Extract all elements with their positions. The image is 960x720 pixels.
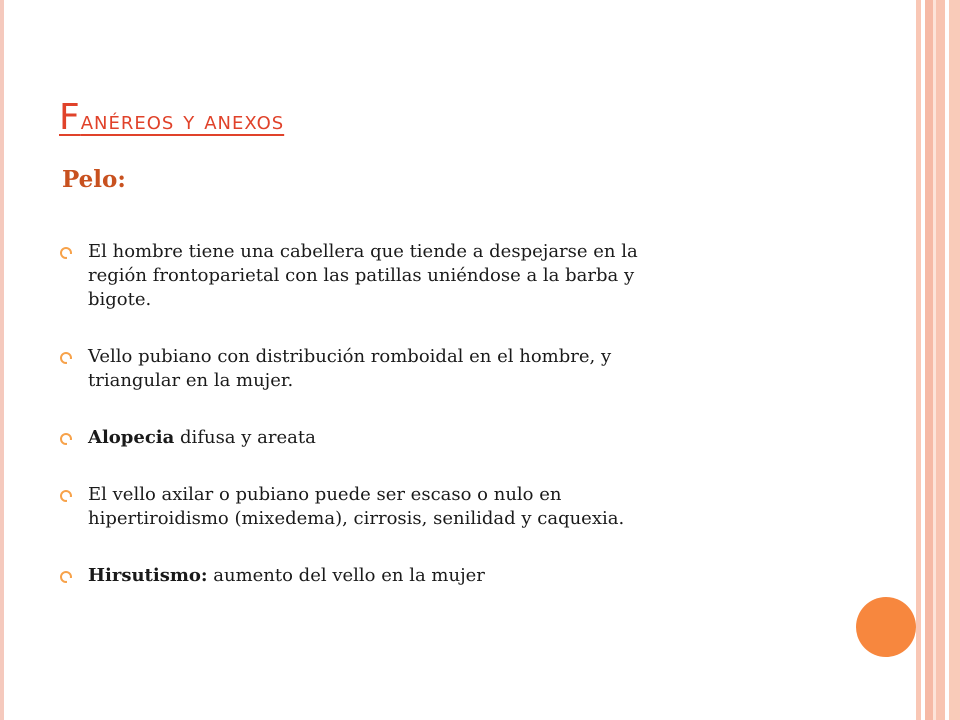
bullet-text: El hombre tiene una cabellera que tiende a despejarse en la región frontoparietal con las patillas uniéndose a la barba y bigote. [88,241,638,310]
bullet-list [60,240,680,588]
slide-title-rest: anéreos y anexos [80,106,285,135]
slide-title [59,97,284,138]
bullet-item [60,564,680,588]
bullet-ring-icon [60,247,72,259]
bullet-ring-icon [60,433,72,445]
bullet-ring-icon [60,490,72,502]
decorative-side-stripes [916,0,960,720]
bullet-item [60,426,680,450]
bullet-bold-text: Hirsutismo: [88,565,208,586]
slide-title-first-letter: F [59,97,81,138]
decorative-orange-circle [856,597,916,657]
bullet-item [60,483,680,531]
bullet-text: El vello axilar o pubiano puede ser escaso o nulo en hipertiroidismo (mixedema), cirrosis, senilidad y caquexia. [88,484,625,529]
bullet-text: difusa y areata [174,427,316,448]
bullet-ring-icon [60,352,72,364]
bullet-bold-text: Alopecia [88,427,175,448]
bullet-item [60,240,680,312]
bullet-text: aumento del vello en la mujer [207,565,485,586]
bullet-item [60,345,680,393]
bullet-ring-icon [60,571,72,583]
bullet-text: Vello pubiano con distribución romboidal en el hombre, y triangular en la mujer. [88,346,612,391]
slide-subtitle: Pelo: [62,166,126,193]
